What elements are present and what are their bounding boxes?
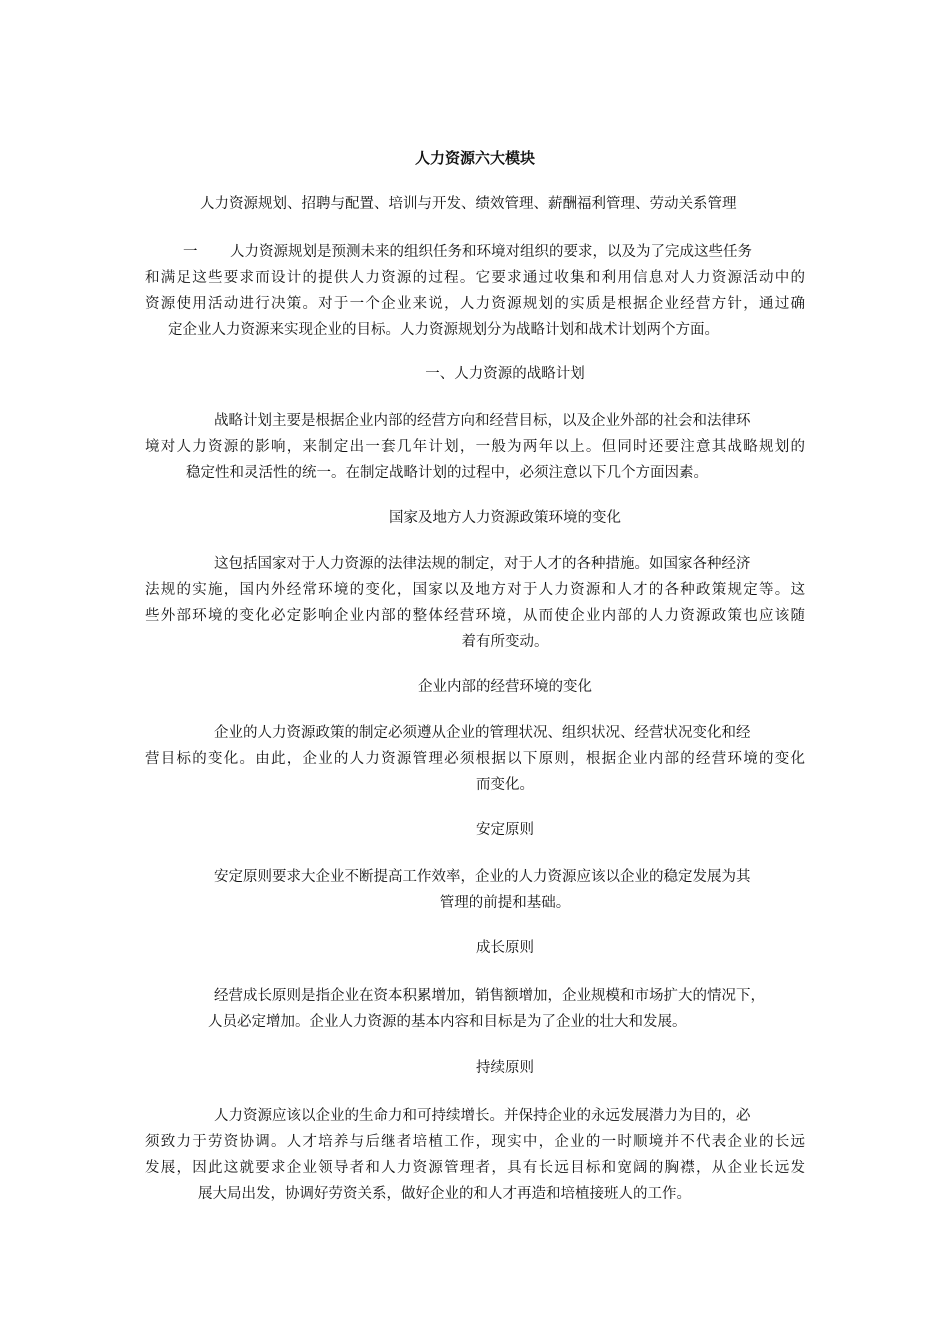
paragraph-line: 些外部环境的变化必定影响企业内部的整体经营环境，从而使企业内部的人力资源政策也应该随: [145, 608, 805, 624]
paragraph-line: 须致力于劳资协调。人才培养与后继者培植工作，现实中，企业的一时顺境并不代表企业的长远: [145, 1134, 805, 1150]
section-heading: 成长原则: [476, 940, 534, 956]
section-heading: 企业内部的经营环境的变化: [418, 679, 592, 695]
paragraph-line: 稳定性和灵活性的统一。在制定战略计划的过程中，必须注意以下几个方面因素。: [186, 465, 708, 481]
paragraph-line: 企业的人力资源政策的制定必须遵从企业的管理状况、组织状况、经营状况变化和经: [214, 725, 751, 741]
paragraph-line: 管理的前提和基础。: [439, 895, 571, 911]
paragraph-line: 人员必定增加。企业人力资源的基本内容和目标是为了企业的壮大和发展。: [208, 1014, 687, 1030]
section-heading: 国家及地方人力资源政策环境的变化: [389, 510, 621, 526]
paragraph-line: 经营成长原则是指企业在资本积累增加，销售额增加，企业规模和市场扩大的情况下，: [214, 988, 765, 1004]
paragraph-line: 法规的实施，国内外经常环境的变化，国家以及地方对于人力资源和人才的各种政策规定等。这: [145, 582, 805, 598]
paragraph-line: 这包括国家对于人力资源的法律法规的制定，对于人才的各种措施。如国家各种经济: [214, 556, 751, 572]
paragraph-line: 定企业人力资源来实现企业的目标。人力资源规划分为战略计划和战术计划两个方面。: [168, 322, 719, 338]
paragraph-line: 人力资源规划是预测未来的组织任务和环境对组织的要求，以及为了完成这些任务: [230, 244, 752, 260]
paragraph-line: 展大局出发，协调好劳资关系，做好企业的和人才再造和培植接班人的工作。: [198, 1186, 691, 1202]
intro-marker: 一: [183, 244, 198, 260]
paragraph-line: 境对人力资源的影响，来制定出一套几年计划，一般为两年以上。但同时还要注意其战略规划的: [145, 439, 805, 455]
paragraph-line: 战略计划主要是根据企业内部的经营方向和经营目标，以及企业外部的社会和法律环: [214, 413, 751, 429]
paragraph-line: 和满足这些要求而设计的提供人力资源的过程。它要求通过收集和利用信息对人力资源活动中的: [145, 270, 805, 286]
paragraph-line: 着有所变动。: [461, 634, 549, 650]
modules-line: 人力资源规划、招聘与配置、培训与开发、绩效管理、薪酬福利管理、劳动关系管理: [200, 196, 737, 212]
paragraph-line: 人力资源应该以企业的生命力和可持续增长。并保持企业的永远发展潜力为目的，必: [214, 1108, 751, 1124]
paragraph-line: 营目标的变化。由此，企业的人力资源管理必须根据以下原则，根据企业内部的经营环境的变化: [145, 751, 805, 767]
section-heading: 一、人力资源的战略计划: [425, 366, 585, 382]
paragraph-line: 资源使用活动进行决策。对于一个企业来说，人力资源规划的实质是根据企业经营方针，通过确: [145, 296, 805, 312]
paragraph-line: 安定原则要求大企业不断提高工作效率，企业的人力资源应该以企业的稳定发展为其: [214, 869, 751, 885]
paragraph-line: 而变化。: [476, 777, 534, 793]
section-heading: 安定原则: [476, 822, 534, 838]
section-heading: 持续原则: [476, 1060, 534, 1076]
document-title: 人力资源六大模块: [414, 149, 535, 167]
paragraph-line: 发展，因此这就要求企业领导者和人力资源管理者，具有长远目标和宽阔的胸襟，从企业长远发: [145, 1160, 805, 1176]
